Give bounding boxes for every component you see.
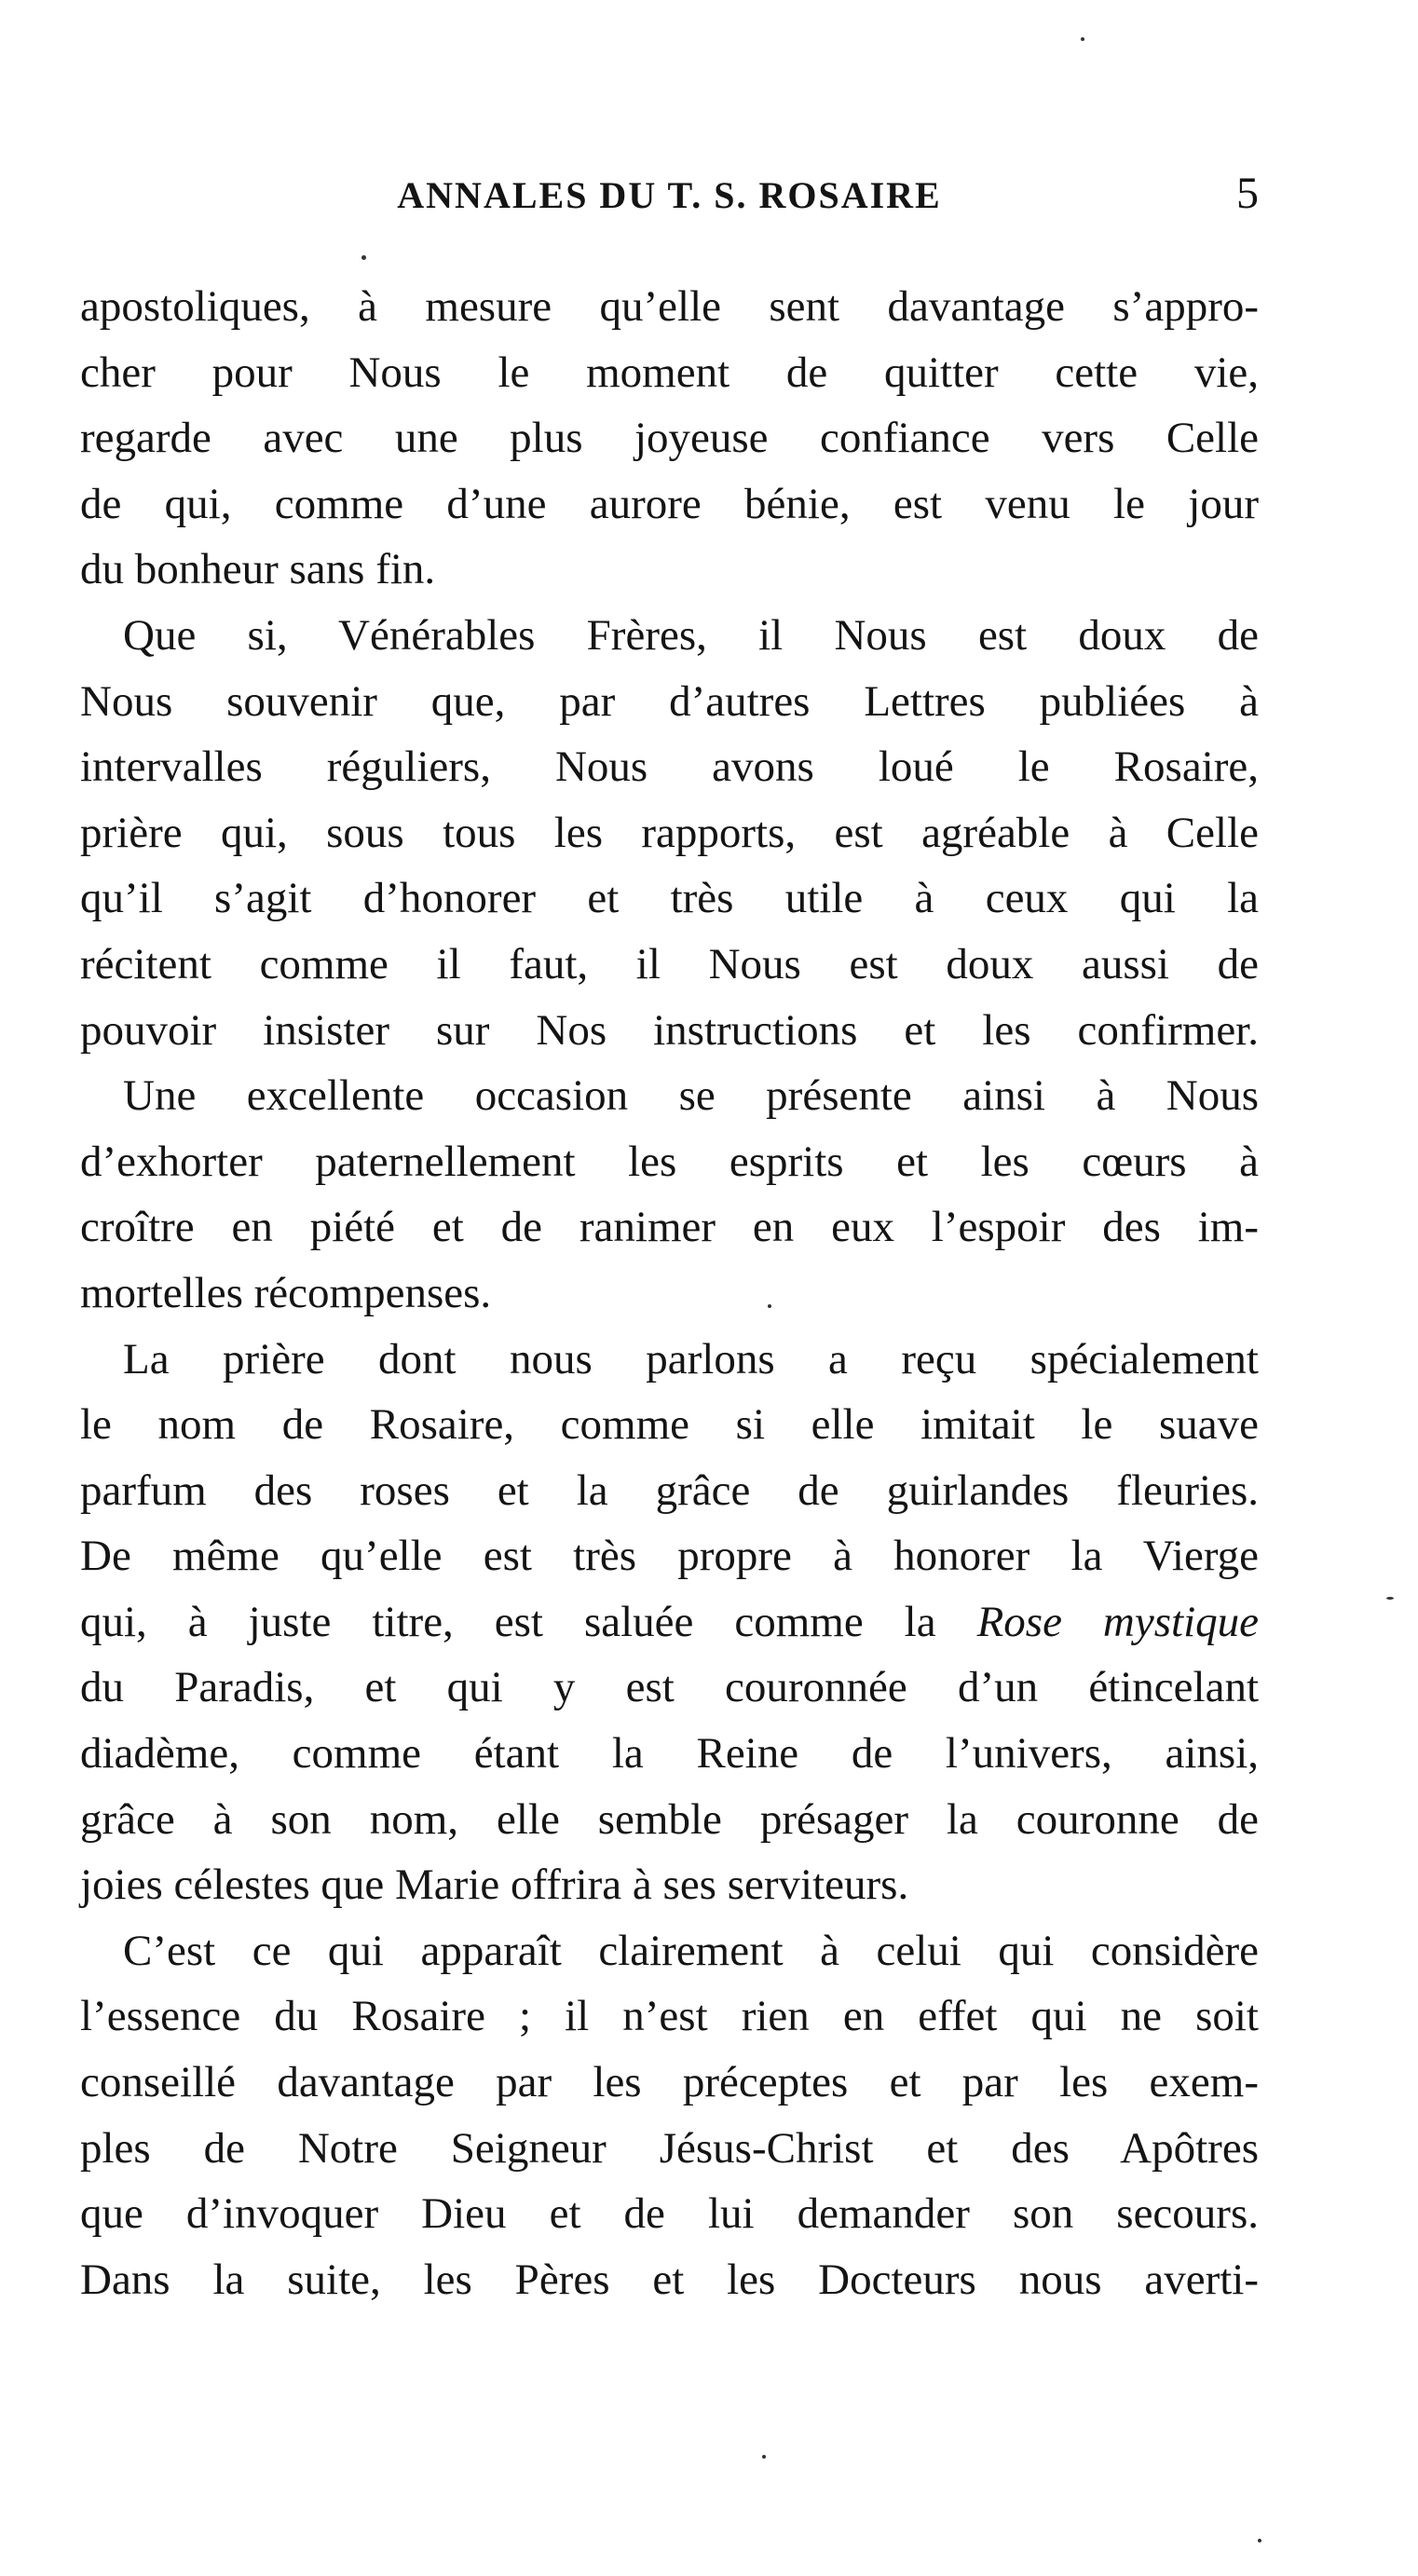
text-line: que d’invoquer Dieu et de lui demander son secours. [80,2189,1259,2239]
text-line: Dans la suite, les Pères et les Docteurs nous averti- [80,2255,1259,2304]
text-line: Nous souvenir que, par d’autres Lettres publiées à [80,676,1259,726]
page-number: 5 [1236,169,1259,218]
text-line: le nom de Rosaire, comme si elle imitait le suave [80,1400,1259,1450]
text-line-italic [80,1589,1259,1656]
ink-speck [1081,37,1084,41]
text-line: grâce à son nom, elle semble présager la couronne de [80,1794,1259,1844]
header-title: ANNALES DU T. S. ROSAIRE [397,174,942,216]
text-line: ples de Notre Seigneur Jésus-Christ et des Apôtres [80,2123,1259,2173]
text-line: récitent comme il faut, il Nous est doux aussi de [80,939,1259,988]
text-line: Que si, Vénérables Frères, il Nous est doux de [123,610,1259,660]
text-line: conseillé davantage par les préceptes et par les exem- [80,2058,1259,2107]
text-line: regarde avec une plus joyeuse confiance vers Celle [80,414,1259,463]
ink-speck [762,2455,766,2459]
italic-phrase: Rose mystique [976,1597,1259,1646]
text-line: qu’il s’agit d’honorer et très utile à ceux qui la [80,874,1259,923]
text-line: Une excellente occasion se présente ainsi à Nous [123,1071,1259,1121]
text-line: diadème, comme étant la Reine de l’univers, ainsi, [80,1729,1259,1779]
line-lead: qui, à juste titre, est saluée comme la [80,1597,977,1646]
ink-speck [361,255,366,260]
ink-speck [1386,1597,1394,1600]
text-line: de qui, comme d’une aurore bénie, est venu le jour [80,479,1259,528]
text-line: mortelles récompenses. [80,1268,492,1317]
text-line: d’exhorter paternellement les esprits et les cœurs à [80,1137,1259,1186]
text-line: apostoliques, à mesure qu’elle sent davantage s’appro- [80,282,1259,331]
text-line: De même qu’elle est très propre à honorer la Vierge [80,1532,1259,1581]
text-line: C’est ce qui apparaît clairement à celui qui considère [123,1926,1259,1975]
paragraph-3 [80,1063,1259,1326]
paragraph-2 [80,603,1259,1063]
text-line: La prière dont nous parlons a reçu spécialement [123,1334,1259,1383]
text-line: pouvoir insister sur Nos instructions et les confirmer. [80,1005,1259,1055]
text-line: prière qui, sous tous les rapports, est agréable à Celle [80,808,1259,857]
text-line: croître en piété et de ranimer en eux l’espoir des im- [80,1203,1259,1252]
text-line: du bonheur sans fin. [80,545,436,594]
text-line: cher pour Nous le moment de quitter cette vie, [80,348,1259,397]
paragraph-4 [80,1327,1259,1918]
paragraph-1 [80,274,1259,603]
text-line: joies célestes que Marie offrira à ses serviteurs. [80,1860,909,1910]
body-text [80,274,1259,2312]
text-line: parfum des roses et la grâce de guirlandes fleuries. [80,1465,1259,1515]
running-header [80,169,1259,229]
text-line: l’essence du Rosaire ; il n’est rien en effet qui ne soit [80,1992,1259,2041]
paragraph-5 [80,1918,1259,2313]
text-line: du Paradis, et qui y est couronnée d’un étincelant [80,1663,1259,1712]
ink-speck [1258,2539,1261,2542]
ink-speck [768,1304,771,1308]
text-line: intervalles réguliers, Nous avons loué le Rosaire, [80,743,1259,792]
